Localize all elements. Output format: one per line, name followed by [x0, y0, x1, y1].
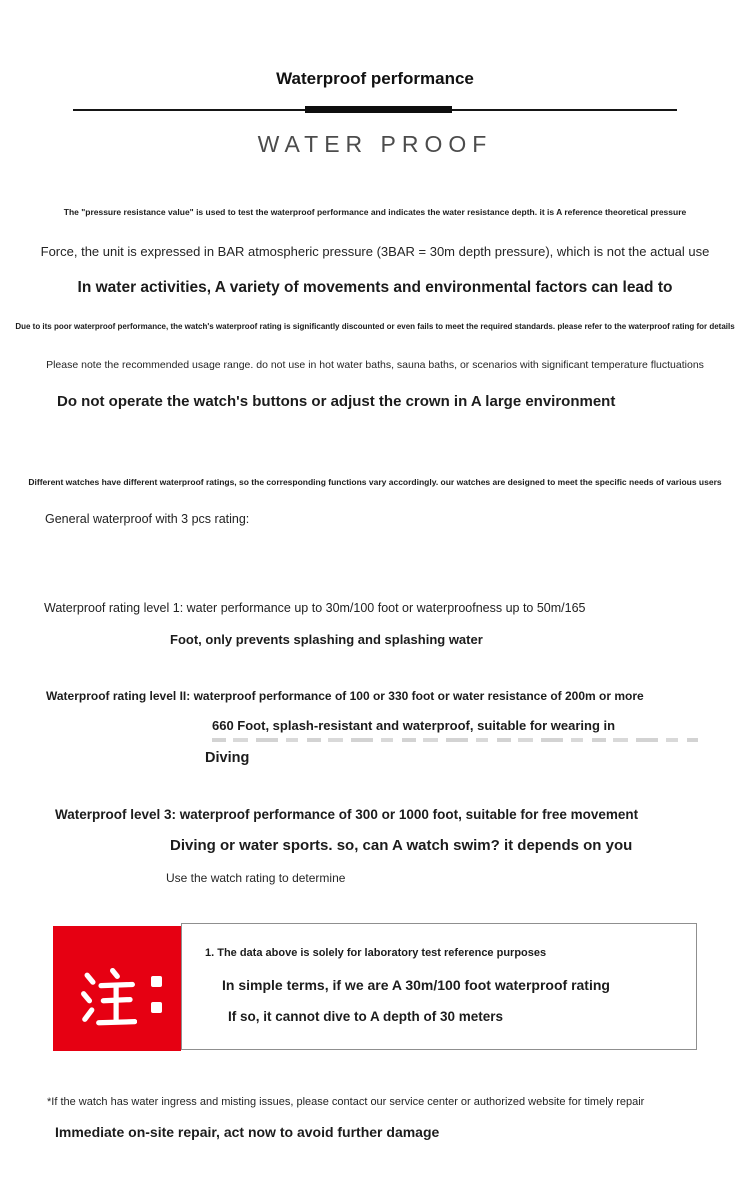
note-line-1: 1. The data above is solely for laboratory test reference purposes [205, 947, 547, 959]
page-title: Waterproof performance [276, 69, 474, 88]
watermark-heading: WATER PROOF [257, 131, 493, 157]
note-badge [53, 926, 181, 1051]
rating-level1-line1: Waterproof rating level 1: water performance up to 30m/100 foot or waterproofness up to 50m/165 [44, 601, 586, 615]
rating-level2-line1: Waterproof rating level II: waterproof performance of 100 or 330 foot or water resistance of 200m or more [46, 689, 644, 703]
rating-level3-line2: Diving or water sports. so, can A watch swim? it depends on you [170, 837, 633, 854]
rating-level1-line2: Foot, only prevents splashing and splashing water [170, 632, 483, 647]
footer-line-1: *If the watch has water ingress and misting issues, please contact our service center or authorized website for timely repair [47, 1096, 645, 1108]
note-line-2: In simple terms, if we are A 30m/100 foot waterproof rating [222, 977, 610, 993]
rating-level2-line3: Diving [205, 750, 250, 766]
rating-level3-line1: Waterproof level 3: waterproof performance of 300 or 1000 foot, suitable for free movement [55, 807, 639, 822]
footer-line-2: Immediate on-site repair, act now to avoid further damage [55, 1124, 440, 1140]
rating-intro-line: General waterproof with 3 pcs rating: [45, 512, 250, 526]
intro-paragraph-7: Different watches have different waterproof ratings, so the corresponding functions vary accordingly. our watches are designed to meet the specific needs of various users [28, 477, 722, 487]
note-character-icon [79, 966, 137, 1032]
intro-paragraph-3: In water activities, A variety of movements and environmental factors can lead to [77, 279, 673, 296]
clipped-text-fragment [212, 738, 698, 742]
intro-paragraph-5: Please note the recommended usage range. do not use in hot water baths, sauna baths, or scenarios with significant temperature fluctuations [46, 359, 704, 371]
rating-level2-line2: 660 Foot, splash-resistant and waterproof, suitable for wearing in [212, 718, 616, 733]
intro-paragraph-2: Force, the unit is expressed in BAR atmospheric pressure (3BAR = 30m depth pressure), which is not the actual use [40, 244, 710, 259]
intro-paragraph-1: The "pressure resistance value" is used to test the waterproof performance and indicates the water resistance depth. it is A reference theoretical pressure [63, 207, 687, 217]
intro-paragraph-6: Do not operate the watch's buttons or adjust the crown in A large environment [57, 393, 616, 410]
rating-level3-line3: Use the watch rating to determine [166, 871, 346, 885]
note-line-3: If so, it cannot dive to A depth of 30 meters [228, 1009, 504, 1024]
divider-accent [305, 106, 452, 113]
intro-paragraph-4: Due to its poor waterproof performance, the watch's waterproof rating is significantly discounted or even fails to meet the required standards. please refer to the waterproof rating for details [15, 322, 735, 331]
